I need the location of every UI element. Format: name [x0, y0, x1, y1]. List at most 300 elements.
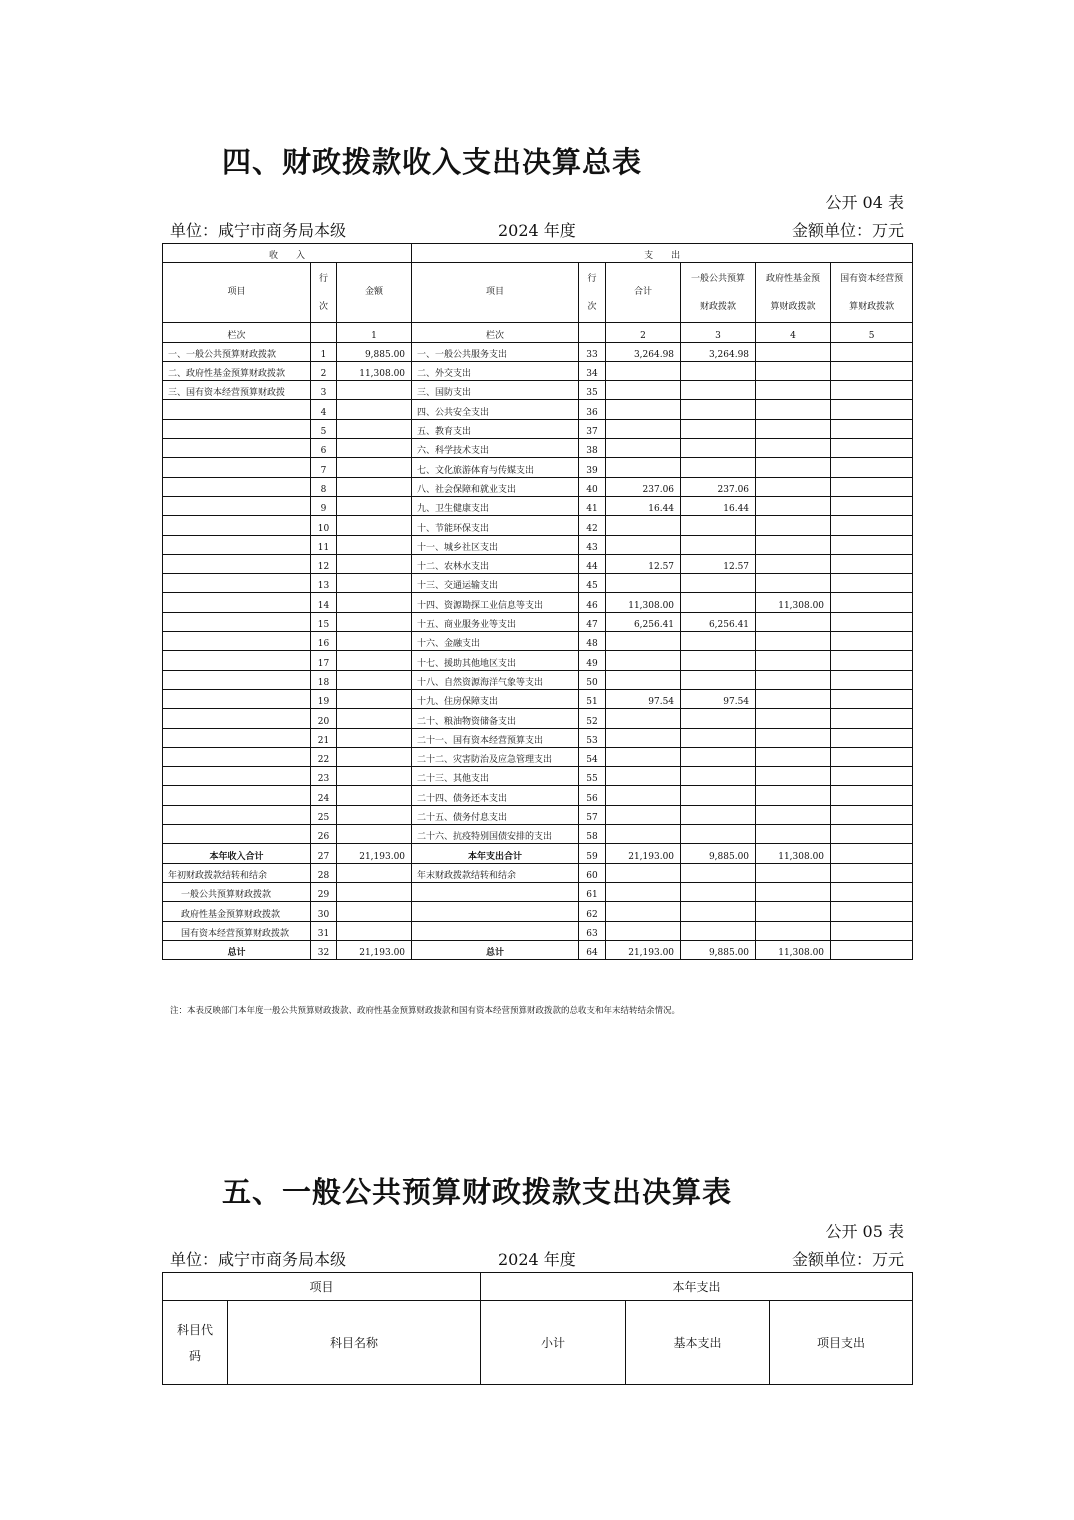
expense-total-cell [606, 709, 681, 728]
expense-gov-fund-cell [756, 882, 831, 901]
col-index-5: 5 [831, 323, 913, 342]
header-item-group: 项目 [163, 1273, 481, 1301]
table-row [163, 554, 913, 573]
expense-general-cell [681, 805, 756, 824]
col-index-empty [311, 323, 337, 342]
expense-general-cell: 237.06 [681, 477, 756, 496]
table-row [163, 825, 913, 844]
income-item-cell: 国有资本经营预算财政拨款 [163, 921, 311, 940]
expense-line-cell: 36 [579, 400, 606, 419]
income-amount-cell [337, 902, 412, 921]
income-amount-cell: 21,193.00 [337, 940, 412, 959]
general-budget-expense-table [162, 1272, 913, 1385]
expense-total-cell [606, 439, 681, 458]
expense-item-cell [412, 882, 579, 901]
income-amount-cell [337, 496, 412, 515]
income-item-cell: 总计 [163, 940, 311, 959]
expense-general-cell [681, 381, 756, 400]
expense-gov-fund-cell [756, 342, 831, 361]
expense-gov-fund-cell [756, 825, 831, 844]
expense-item-cell: 十五、商业服务业等支出 [412, 612, 579, 631]
income-item-cell [163, 439, 311, 458]
income-line-cell: 22 [311, 747, 337, 766]
expense-total-cell [606, 651, 681, 670]
expense-state-capital-cell [831, 728, 913, 747]
table5-amount-unit: 金额单位：万元 [791, 1250, 904, 1269]
table-row [163, 361, 913, 380]
summary-row [163, 921, 913, 940]
expense-total-cell: 21,193.00 [606, 940, 681, 959]
expense-general-cell [681, 786, 756, 805]
expense-item-cell: 二十、粮油物资储备支出 [412, 709, 579, 728]
expense-general-cell: 9,885.00 [681, 940, 756, 959]
expense-line-cell: 43 [579, 535, 606, 554]
income-line-cell: 15 [311, 612, 337, 631]
expense-total-cell [606, 516, 681, 535]
summary-row [163, 882, 913, 901]
income-amount-cell [337, 670, 412, 689]
income-item-cell [163, 458, 311, 477]
income-item-cell [163, 593, 311, 612]
table-row [163, 439, 913, 458]
expense-gov-fund-cell: 11,308.00 [756, 593, 831, 612]
expense-line-cell: 33 [579, 342, 606, 361]
expense-gov-fund-cell [756, 439, 831, 458]
expense-state-capital-cell [831, 902, 913, 921]
table5-form-no: 公开 05 表 [825, 1222, 904, 1241]
header-subtotal: 小计 [481, 1301, 626, 1385]
expense-gov-fund-cell [756, 400, 831, 419]
income-line-cell: 5 [311, 419, 337, 438]
income-line-cell: 25 [311, 805, 337, 824]
income-item-cell [163, 825, 311, 844]
expense-line-cell: 41 [579, 496, 606, 515]
header-exp-total: 合计 [606, 263, 681, 323]
expense-state-capital-cell [831, 439, 913, 458]
table-row [163, 767, 913, 786]
expense-state-capital-cell [831, 825, 913, 844]
expense-item-cell: 一、一般公共服务支出 [412, 342, 579, 361]
income-line-cell: 23 [311, 767, 337, 786]
expense-state-capital-cell [831, 496, 913, 515]
expense-general-cell [681, 921, 756, 940]
expense-line-cell: 35 [579, 381, 606, 400]
income-line-cell: 26 [311, 825, 337, 844]
expense-item-cell: 三、国防支出 [412, 381, 579, 400]
expense-total-cell: 237.06 [606, 477, 681, 496]
expense-gov-fund-cell [756, 496, 831, 515]
income-item-cell [163, 805, 311, 824]
expense-gov-fund-cell [756, 670, 831, 689]
expense-line-cell: 42 [579, 516, 606, 535]
expense-state-capital-cell [831, 940, 913, 959]
fiscal-summary-table [162, 243, 913, 960]
expense-item-cell [412, 902, 579, 921]
expense-state-capital-cell [831, 767, 913, 786]
income-line-cell: 13 [311, 574, 337, 593]
income-line-cell: 29 [311, 882, 337, 901]
table-row [163, 496, 913, 515]
table-row [163, 612, 913, 631]
income-line-cell: 31 [311, 921, 337, 940]
expense-state-capital-cell [831, 921, 913, 940]
expense-line-cell: 54 [579, 747, 606, 766]
expense-total-cell: 97.54 [606, 689, 681, 708]
income-line-cell: 6 [311, 439, 337, 458]
income-item-cell [163, 400, 311, 419]
expense-state-capital-cell [831, 574, 913, 593]
header-income-line: 行次 [311, 263, 337, 323]
table-row [163, 786, 913, 805]
table5-year: 2024 年度 [498, 1250, 576, 1269]
income-amount-cell: 9,885.00 [337, 342, 412, 361]
expense-total-cell [606, 902, 681, 921]
expense-gov-fund-cell [756, 689, 831, 708]
expense-line-cell: 59 [579, 844, 606, 863]
expense-gov-fund-cell [756, 458, 831, 477]
income-line-cell: 10 [311, 516, 337, 535]
income-amount-cell [337, 709, 412, 728]
table-row [163, 593, 913, 612]
income-item-cell [163, 574, 311, 593]
expense-item-cell: 二十一、国有资本经营预算支出 [412, 728, 579, 747]
income-line-cell: 16 [311, 632, 337, 651]
expense-state-capital-cell [831, 381, 913, 400]
expense-state-capital-cell [831, 632, 913, 651]
expense-item-cell: 十一、城乡社区支出 [412, 535, 579, 554]
table-row [163, 400, 913, 419]
income-item-cell [163, 535, 311, 554]
expense-gov-fund-cell [756, 805, 831, 824]
expense-total-cell [606, 863, 681, 882]
header-exp-item: 项目 [412, 263, 579, 323]
header-code: 科目代码 [163, 1301, 228, 1385]
expense-gov-fund-cell [756, 477, 831, 496]
expense-item-cell: 五、教育支出 [412, 419, 579, 438]
income-amount-cell [337, 439, 412, 458]
expense-general-cell: 97.54 [681, 689, 756, 708]
income-item-cell [163, 767, 311, 786]
expense-gov-fund-cell: 11,308.00 [756, 940, 831, 959]
expense-line-cell: 61 [579, 882, 606, 901]
expense-line-cell: 51 [579, 689, 606, 708]
summary-row [163, 863, 913, 882]
expense-general-cell: 3,264.98 [681, 342, 756, 361]
expense-total-cell [606, 400, 681, 419]
expense-line-cell: 55 [579, 767, 606, 786]
income-amount-cell [337, 805, 412, 824]
table4-amount-unit: 金额单位：万元 [791, 221, 904, 240]
header-expense-group: 本年支出 [481, 1273, 913, 1301]
expense-line-cell: 44 [579, 554, 606, 573]
col-index-empty [579, 323, 606, 342]
header-project: 项目支出 [770, 1301, 913, 1385]
expense-general-cell [681, 632, 756, 651]
expense-total-cell [606, 728, 681, 747]
table4-form-no: 公开 04 表 [825, 193, 904, 212]
expense-general-cell: 9,885.00 [681, 844, 756, 863]
income-line-cell: 28 [311, 863, 337, 882]
income-item-cell [163, 728, 311, 747]
expense-item-cell: 总计 [412, 940, 579, 959]
income-amount-cell [337, 651, 412, 670]
expense-line-cell: 46 [579, 593, 606, 612]
income-item-cell [163, 747, 311, 766]
income-line-cell: 3 [311, 381, 337, 400]
section-expense-header: 支 出 [412, 244, 913, 263]
expense-general-cell [681, 728, 756, 747]
table4-year: 2024 年度 [498, 221, 576, 240]
income-item-cell [163, 496, 311, 515]
income-amount-cell [337, 747, 412, 766]
expense-total-cell [606, 419, 681, 438]
expense-line-cell: 34 [579, 361, 606, 380]
expense-total-cell [606, 535, 681, 554]
income-line-cell: 11 [311, 535, 337, 554]
expense-item-cell: 十三、交通运输支出 [412, 574, 579, 593]
expense-general-cell [681, 400, 756, 419]
expense-item-cell: 十九、住房保障支出 [412, 689, 579, 708]
col-index-label-left: 栏次 [163, 323, 311, 342]
expense-state-capital-cell [831, 535, 913, 554]
expense-item-cell: 二十四、债务还本支出 [412, 786, 579, 805]
expense-line-cell: 57 [579, 805, 606, 824]
income-amount-cell [337, 612, 412, 631]
income-amount-cell [337, 419, 412, 438]
income-line-cell: 2 [311, 361, 337, 380]
expense-state-capital-cell [831, 554, 913, 573]
expense-total-cell: 21,193.00 [606, 844, 681, 863]
income-amount-cell [337, 825, 412, 844]
table-row [163, 419, 913, 438]
expense-gov-fund-cell [756, 728, 831, 747]
expense-gov-fund-cell [756, 902, 831, 921]
header-income-item: 项目 [163, 263, 311, 323]
expense-general-cell [681, 902, 756, 921]
expense-line-cell: 50 [579, 670, 606, 689]
expense-item-cell: 六、科学技术支出 [412, 439, 579, 458]
expense-gov-fund-cell [756, 786, 831, 805]
income-item-cell [163, 419, 311, 438]
summary-row [163, 902, 913, 921]
col-index-4: 4 [756, 323, 831, 342]
expense-line-cell: 60 [579, 863, 606, 882]
header-basic: 基本支出 [626, 1301, 770, 1385]
table-row [163, 477, 913, 496]
expense-general-cell [681, 516, 756, 535]
expense-line-cell: 56 [579, 786, 606, 805]
income-item-cell: 三、国有资本经营预算财政拨 [163, 381, 311, 400]
expense-general-cell [681, 593, 756, 612]
expense-gov-fund-cell [756, 419, 831, 438]
expense-gov-fund-cell [756, 651, 831, 670]
income-amount-cell [337, 921, 412, 940]
expense-general-cell [681, 825, 756, 844]
expense-item-cell: 二十六、抗疫特别国债安排的支出 [412, 825, 579, 844]
expense-item-cell: 年末财政拨款结转和结余 [412, 863, 579, 882]
expense-general-cell [681, 535, 756, 554]
expense-gov-fund-cell [756, 767, 831, 786]
expense-item-cell: 四、公共安全支出 [412, 400, 579, 419]
expense-gov-fund-cell [756, 554, 831, 573]
income-amount-cell [337, 400, 412, 419]
expense-general-cell [681, 882, 756, 901]
income-item-cell: 本年收入合计 [163, 844, 311, 863]
expense-state-capital-cell [831, 709, 913, 728]
col-index-3: 3 [681, 323, 756, 342]
expense-state-capital-cell [831, 670, 913, 689]
expense-item-cell: 十七、援助其他地区支出 [412, 651, 579, 670]
expense-item-cell: 二十五、债务付息支出 [412, 805, 579, 824]
income-item-cell: 政府性基金预算财政拨款 [163, 902, 311, 921]
header-exp-general: 一般公共预算财政拨款 [681, 263, 756, 323]
income-line-cell: 24 [311, 786, 337, 805]
expense-gov-fund-cell [756, 516, 831, 535]
table-row [163, 805, 913, 824]
income-line-cell: 9 [311, 496, 337, 515]
expense-line-cell: 62 [579, 902, 606, 921]
expense-general-cell: 6,256.41 [681, 612, 756, 631]
income-line-cell: 18 [311, 670, 337, 689]
expense-state-capital-cell [831, 458, 913, 477]
income-line-cell: 8 [311, 477, 337, 496]
expense-general-cell [681, 670, 756, 689]
expense-state-capital-cell [831, 477, 913, 496]
table-row [163, 709, 913, 728]
expense-gov-fund-cell [756, 709, 831, 728]
table-row [163, 574, 913, 593]
expense-general-cell [681, 419, 756, 438]
expense-line-cell: 38 [579, 439, 606, 458]
header-exp-line: 行次 [579, 263, 606, 323]
expense-item-cell: 本年支出合计 [412, 844, 579, 863]
income-item-cell [163, 477, 311, 496]
expense-total-cell: 3,264.98 [606, 342, 681, 361]
table-row [163, 632, 913, 651]
expense-item-cell: 二十二、灾害防治及应急管理支出 [412, 747, 579, 766]
income-amount-cell [337, 593, 412, 612]
expense-gov-fund-cell [756, 361, 831, 380]
income-amount-cell [337, 458, 412, 477]
expense-total-cell: 12.57 [606, 554, 681, 573]
income-amount-cell [337, 767, 412, 786]
expense-general-cell [681, 863, 756, 882]
income-amount-cell [337, 535, 412, 554]
expense-item-cell: 八、社会保障和就业支出 [412, 477, 579, 496]
expense-total-cell [606, 767, 681, 786]
expense-state-capital-cell [831, 863, 913, 882]
income-line-cell: 1 [311, 342, 337, 361]
col-index-2: 2 [606, 323, 681, 342]
income-line-cell: 4 [311, 400, 337, 419]
expense-line-cell: 39 [579, 458, 606, 477]
summary-row [163, 940, 913, 959]
expense-item-cell: 十二、农林水支出 [412, 554, 579, 573]
expense-line-cell: 45 [579, 574, 606, 593]
expense-item-cell: 九、卫生健康支出 [412, 496, 579, 515]
income-item-cell [163, 516, 311, 535]
expense-gov-fund-cell [756, 632, 831, 651]
income-amount-cell [337, 786, 412, 805]
expense-gov-fund-cell [756, 381, 831, 400]
expense-state-capital-cell [831, 400, 913, 419]
income-line-cell: 32 [311, 940, 337, 959]
expense-line-cell: 49 [579, 651, 606, 670]
expense-total-cell [606, 632, 681, 651]
income-amount-cell [337, 632, 412, 651]
expense-total-cell: 11,308.00 [606, 593, 681, 612]
header-income-amount: 金额 [337, 263, 412, 323]
expense-state-capital-cell [831, 419, 913, 438]
expense-general-cell [681, 767, 756, 786]
income-item-cell: 年初财政拨款结转和结余 [163, 863, 311, 882]
expense-gov-fund-cell [756, 574, 831, 593]
income-item-cell [163, 651, 311, 670]
col-index-label-right: 栏次 [412, 323, 579, 342]
summary-row [163, 844, 913, 863]
income-amount-cell [337, 882, 412, 901]
expense-state-capital-cell [831, 786, 913, 805]
expense-general-cell [681, 574, 756, 593]
income-line-cell: 30 [311, 902, 337, 921]
income-item-cell [163, 709, 311, 728]
section-income-header: 收 入 [163, 244, 412, 263]
expense-state-capital-cell [831, 593, 913, 612]
income-line-cell: 21 [311, 728, 337, 747]
expense-item-cell: 二、外交支出 [412, 361, 579, 380]
expense-general-cell [681, 651, 756, 670]
income-item-cell [163, 786, 311, 805]
expense-item-cell: 七、文化旅游体育与传媒支出 [412, 458, 579, 477]
expense-gov-fund-cell [756, 863, 831, 882]
expense-line-cell: 58 [579, 825, 606, 844]
expense-total-cell [606, 805, 681, 824]
income-line-cell: 19 [311, 689, 337, 708]
expense-line-cell: 53 [579, 728, 606, 747]
expense-line-cell: 40 [579, 477, 606, 496]
income-line-cell: 7 [311, 458, 337, 477]
expense-total-cell [606, 381, 681, 400]
income-line-cell: 27 [311, 844, 337, 863]
table4-unit: 单位：咸宁市商务局本级 [170, 221, 347, 240]
expense-total-cell [606, 786, 681, 805]
income-amount-cell: 21,193.00 [337, 844, 412, 863]
income-item-cell: 二、政府性基金预算财政拨款 [163, 361, 311, 380]
expense-line-cell: 48 [579, 632, 606, 651]
expense-general-cell [681, 458, 756, 477]
header-name: 科目名称 [228, 1301, 481, 1385]
income-item-cell: 一般公共预算财政拨款 [163, 882, 311, 901]
income-amount-cell [337, 863, 412, 882]
income-item-cell [163, 632, 311, 651]
table-row [163, 381, 913, 400]
expense-general-cell [681, 747, 756, 766]
expense-total-cell [606, 458, 681, 477]
expense-state-capital-cell [831, 747, 913, 766]
table-row [163, 651, 913, 670]
expense-total-cell: 6,256.41 [606, 612, 681, 631]
expense-state-capital-cell [831, 516, 913, 535]
income-item-cell: 一、一般公共预算财政拨款 [163, 342, 311, 361]
income-item-cell [163, 689, 311, 708]
header-exp-state-capital: 国有资本经营预算财政拨款 [831, 263, 913, 323]
income-item-cell [163, 612, 311, 631]
header-exp-gov-fund: 政府性基金预算财政拨款 [756, 263, 831, 323]
income-amount-cell [337, 574, 412, 593]
expense-general-cell [681, 361, 756, 380]
expense-general-cell [681, 439, 756, 458]
income-item-cell [163, 670, 311, 689]
